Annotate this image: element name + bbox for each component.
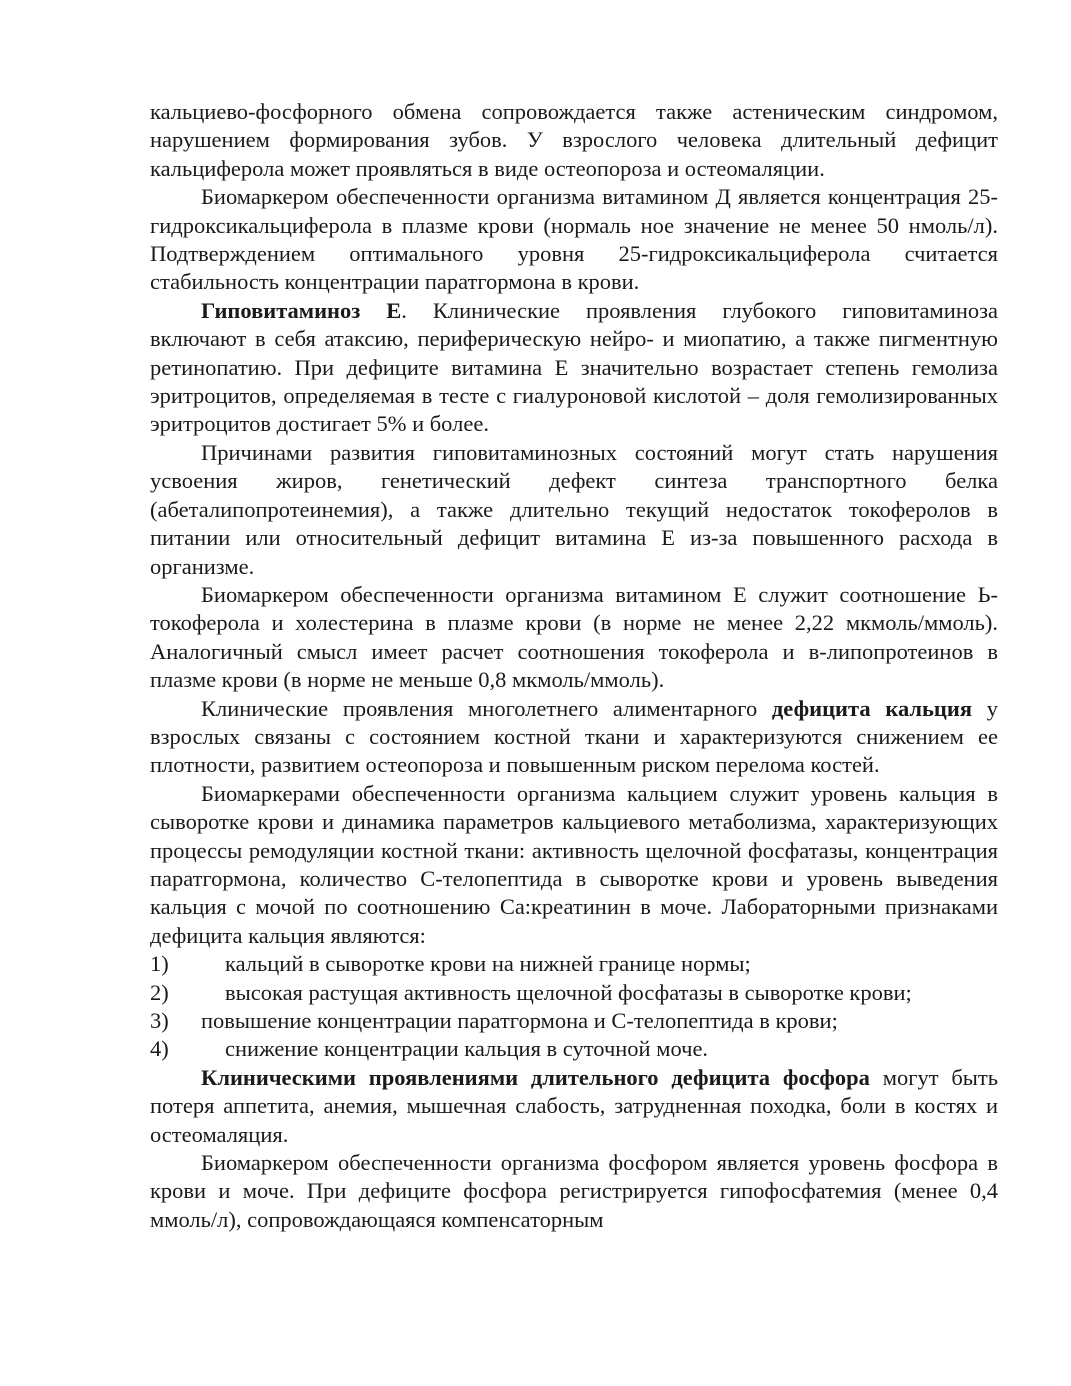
paragraph-phosphorus-deficiency xyxy=(150,1064,998,1149)
list-text: повышение концентрации паратгормона и С-телопептида в крови; xyxy=(201,1008,838,1033)
paragraph-calcium-deficiency xyxy=(150,695,998,780)
heading-hypovitaminosis-e: Гиповитаминоз Е xyxy=(201,297,402,323)
paragraph-text: могут быть потеря аппетита, анемия, мышечная слабость, затрудненная походка, боли в костях и остеомаляция. xyxy=(150,1064,998,1147)
paragraph-vitamin-d-biomarker: Биомаркером обеспеченности организма витамином Д является концентрация 25-гидроксикальциферола в плазме крови (нормаль ное значение не менее 50 нмоль/л). Подтверждением оптимального уровня 25-гидроксикальциферола считается стабильность концентрации паратгормона в крови. xyxy=(150,184,998,295)
list-item xyxy=(150,979,998,1007)
document-page xyxy=(150,98,998,1234)
paragraph-hypovitaminosis-e xyxy=(150,297,998,439)
list-text: высокая растущая активность щелочной фосфатазы в сыворотке крови; xyxy=(225,979,912,1005)
list-item xyxy=(150,1007,998,1035)
paragraph-phosphorus-biomarker: Биомаркером обеспеченности организма фосфором является уровень фосфора в крови и моче. При дефиците фосфора регистрируется гипофосфатемия (менее 0,4 ммоль/л), сопровождающаяся компенсаторным xyxy=(150,1150,998,1232)
paragraph-text-before: Клинические проявления многолетнего алиментарного xyxy=(201,695,772,721)
list-number: 3) xyxy=(150,1008,169,1033)
numbered-list xyxy=(150,950,998,1064)
list-text: кальций в сыворотке крови на нижней границе нормы; xyxy=(225,951,751,977)
list-item xyxy=(150,1035,998,1063)
list-number: 2) xyxy=(150,979,169,1005)
list-number: 1) xyxy=(150,951,169,977)
paragraph-vitamin-e-biomarker: Биомаркером обеспеченности организма витамином Е служит соотношение Ь-токоферола и холестерина в плазме крови (в норме не менее 2,22 мкмоль/ммоль). Аналогичный смысл имеет расчет соотношения токоферола и в-липопротеинов в плазме крови (в норме не меньше 0,8 мкмоль/ммоль). xyxy=(150,581,998,693)
list-number: 4) xyxy=(150,1036,169,1062)
heading-calcium-deficiency: дефицита кальция xyxy=(771,695,973,721)
paragraph-text: у взрослых связаны с состоянием костной ткани и характеризуются снижением ее плотности, развитием остеопороза и повышенным риском перелома костей. xyxy=(150,695,999,778)
paragraph-text: . Клинические проявления глубокого гиповитаминоза включают в себя атаксию, периферическую нейро- и миопатию, а также пигментную ретинопатию. При дефиците витамина Е значительно возрастает степень гемолиза эритроцитов, определяемая в тесте с гиалуроновой кислотой – доля гемолизированных эритроцитов достигает 5% и более. xyxy=(150,297,998,437)
paragraph-calcium-biomarkers: Биомаркерами обеспеченности организма кальцием служит уровень кальция в сыворотке крови и динамика параметров кальциевого метаболизма, характеризующих процессы ремодуляции костной ткани: активность щелочной фосфатазы, концентрация паратгормона, количество С-телопептида в сыворотке крови и уровень выведения кальция с мочой по соотношению Са:креатинин в моче. Лабораторными признаками дефицита кальция являются: xyxy=(150,780,998,948)
paragraph-causes: Причинами развития гиповитаминозных состояний могут стать нарушения усвоения жиров, генетический дефект синтеза транспортного белка (абеталипопротеинемия), а также длительно текущий недостаток токоферолов в питании или относительный дефицит витамина Е из-за повышенного расхода в организме. xyxy=(150,439,998,579)
list-text: снижение концентрации кальция в суточной моче. xyxy=(225,1036,709,1062)
paragraph-continuation: кальциево-фосфорного обмена сопровождается также астеническим синдромом, нарушением формирования зубов. У взрослого человека длительный дефицит кальциферола может проявляться в виде остеопороза и остеомаляции. xyxy=(150,99,998,181)
list-item xyxy=(150,950,998,978)
heading-phosphorus-deficiency: Клиническими проявлениями длительного дефицита фосфора xyxy=(201,1064,870,1090)
